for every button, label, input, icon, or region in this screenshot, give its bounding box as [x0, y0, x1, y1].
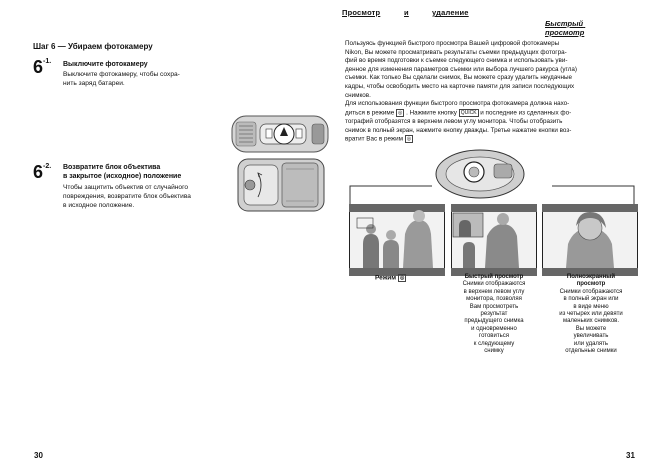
caption-line: монитора, позволяя	[466, 296, 522, 303]
step-title: Шаг 6 — Убираем фотокамеру	[33, 42, 153, 51]
text-line: Пользуясь функцией быстрого просмотра Вашей цифровой фотокамеры	[345, 40, 560, 47]
caption-line: маленьких снимков.	[562, 318, 620, 325]
step-6-1-number	[33, 58, 51, 78]
section-header-right-word-1: Быстрый	[545, 19, 584, 28]
step-6-2-title	[63, 163, 181, 181]
caption-shooting-mode	[375, 274, 406, 282]
text-line: Nikon, Вы можете просматривать результаты съемки предыдущих фотогра-	[345, 48, 567, 56]
text-line: тографий отобразятся в верхнем левом углу монитора. Чтобы отобразить	[345, 118, 563, 126]
text-line: Чтобы защитить объектив от случайного	[63, 184, 188, 191]
caption-line: к следующему	[473, 340, 515, 347]
text-line: в исходное положение.	[63, 202, 135, 209]
caption-line: снимку	[484, 348, 504, 355]
text-line: съемки. Как только Вы сделали снимок, Вы можете сразу удалить неудачные	[345, 74, 573, 82]
mode-icon: ◎	[398, 109, 403, 116]
caption-line: отдельные снимки	[565, 348, 617, 355]
caption-line: в полный экран или	[563, 296, 619, 303]
step-6-2-text	[63, 183, 231, 210]
caption-full-view	[541, 274, 641, 355]
lens-block-illustration	[232, 155, 328, 215]
step-subnumber: -2.	[43, 163, 52, 170]
step-subnumber: -1.	[43, 58, 52, 65]
caption-title: Быстрый просмотр	[464, 274, 524, 280]
camera-top-illustration	[230, 108, 330, 158]
caption-line: в верхнем левом углу	[463, 288, 525, 295]
step-number: 6	[33, 162, 44, 182]
caption-title: просмотр	[576, 281, 606, 288]
section-header-right-word-2: просмотр	[545, 28, 585, 37]
quick-button-icon: QUICK	[460, 109, 477, 116]
section-header-left-word-2: и	[404, 8, 409, 17]
caption-line: и одновременно	[471, 325, 517, 332]
text-fragment: . Нажмите кнопку	[406, 109, 457, 117]
text-line: фий во время подготовки к съемке следующего снимка и использовать уви-	[345, 57, 568, 65]
caption-line: предыдущего снимка	[464, 318, 524, 325]
text-line: повреждения, возвратите блок объектива	[63, 193, 191, 200]
text-line: кадры, чтобы освободить место на карточке памяти для записи последующих	[345, 82, 575, 90]
text-line: нить заряд батареи.	[63, 80, 125, 87]
text-fragment: вратит Вас в режим	[345, 135, 403, 143]
caption-line: из четырех или девяти	[559, 311, 623, 318]
mode-icon: ◎	[406, 136, 412, 143]
caption-line: в виде меню	[573, 303, 609, 310]
caption-line: увеличивать	[573, 333, 609, 340]
step-6-1-text	[63, 70, 228, 88]
step-number: 6	[33, 57, 44, 77]
text-line	[345, 135, 635, 144]
text-line: снимков.	[345, 91, 371, 99]
title-line: Возвратите блок объектива	[63, 164, 161, 171]
text-line: Выключите фотокамеру, чтобы сохра-	[63, 71, 180, 78]
caption-title: Полноэкранный	[566, 274, 616, 280]
caption-line: Вам просмотреть	[469, 303, 519, 310]
caption-line: Вы можете	[575, 325, 607, 332]
text-line: снимок в полный экран, нажмите кнопку дважды. Третье нажатие кнопки воз-	[345, 126, 572, 134]
page-number-right: 31	[626, 451, 635, 460]
caption-regime-label: Режим	[375, 274, 397, 282]
screens-bracket	[344, 176, 640, 206]
caption-line: Снимки отображаются	[559, 288, 623, 295]
text-fragment: и последние из сделанных фо-	[480, 109, 572, 117]
monitor-screen-full-view	[542, 204, 638, 276]
text-line: Для использования функции быстрого просмотра фотокамера должна нахо-	[345, 100, 570, 108]
caption-line: Снимки отображаются	[462, 281, 526, 288]
text-fragment: диться в режиме	[345, 109, 395, 117]
monitor-screen-shooting-mode	[349, 204, 445, 276]
section-header-left-word-3: удаление	[432, 8, 469, 17]
caption-line: результат	[480, 311, 508, 318]
intro-paragraph	[345, 40, 635, 144]
caption-line: готовиться	[479, 333, 509, 340]
caption-quick-review	[446, 274, 542, 355]
page-number-left: 30	[34, 451, 43, 460]
monitor-screen-quick-review	[451, 204, 537, 276]
text-line: денное для изменения параметров съемки или выбора лучшего ракурса (угла)	[345, 65, 577, 73]
caption-line: или удалять	[573, 340, 609, 347]
text-line	[345, 109, 635, 118]
step-6-2-number	[33, 163, 51, 183]
section-header-right	[545, 19, 646, 37]
title-line: в закрытое (исходное) положение	[63, 173, 182, 180]
section-header-left-word-1: Просмотр	[342, 8, 381, 17]
step-6-1-title: Выключите фотокамеру	[63, 61, 148, 68]
mode-icon: ◎	[399, 275, 405, 281]
